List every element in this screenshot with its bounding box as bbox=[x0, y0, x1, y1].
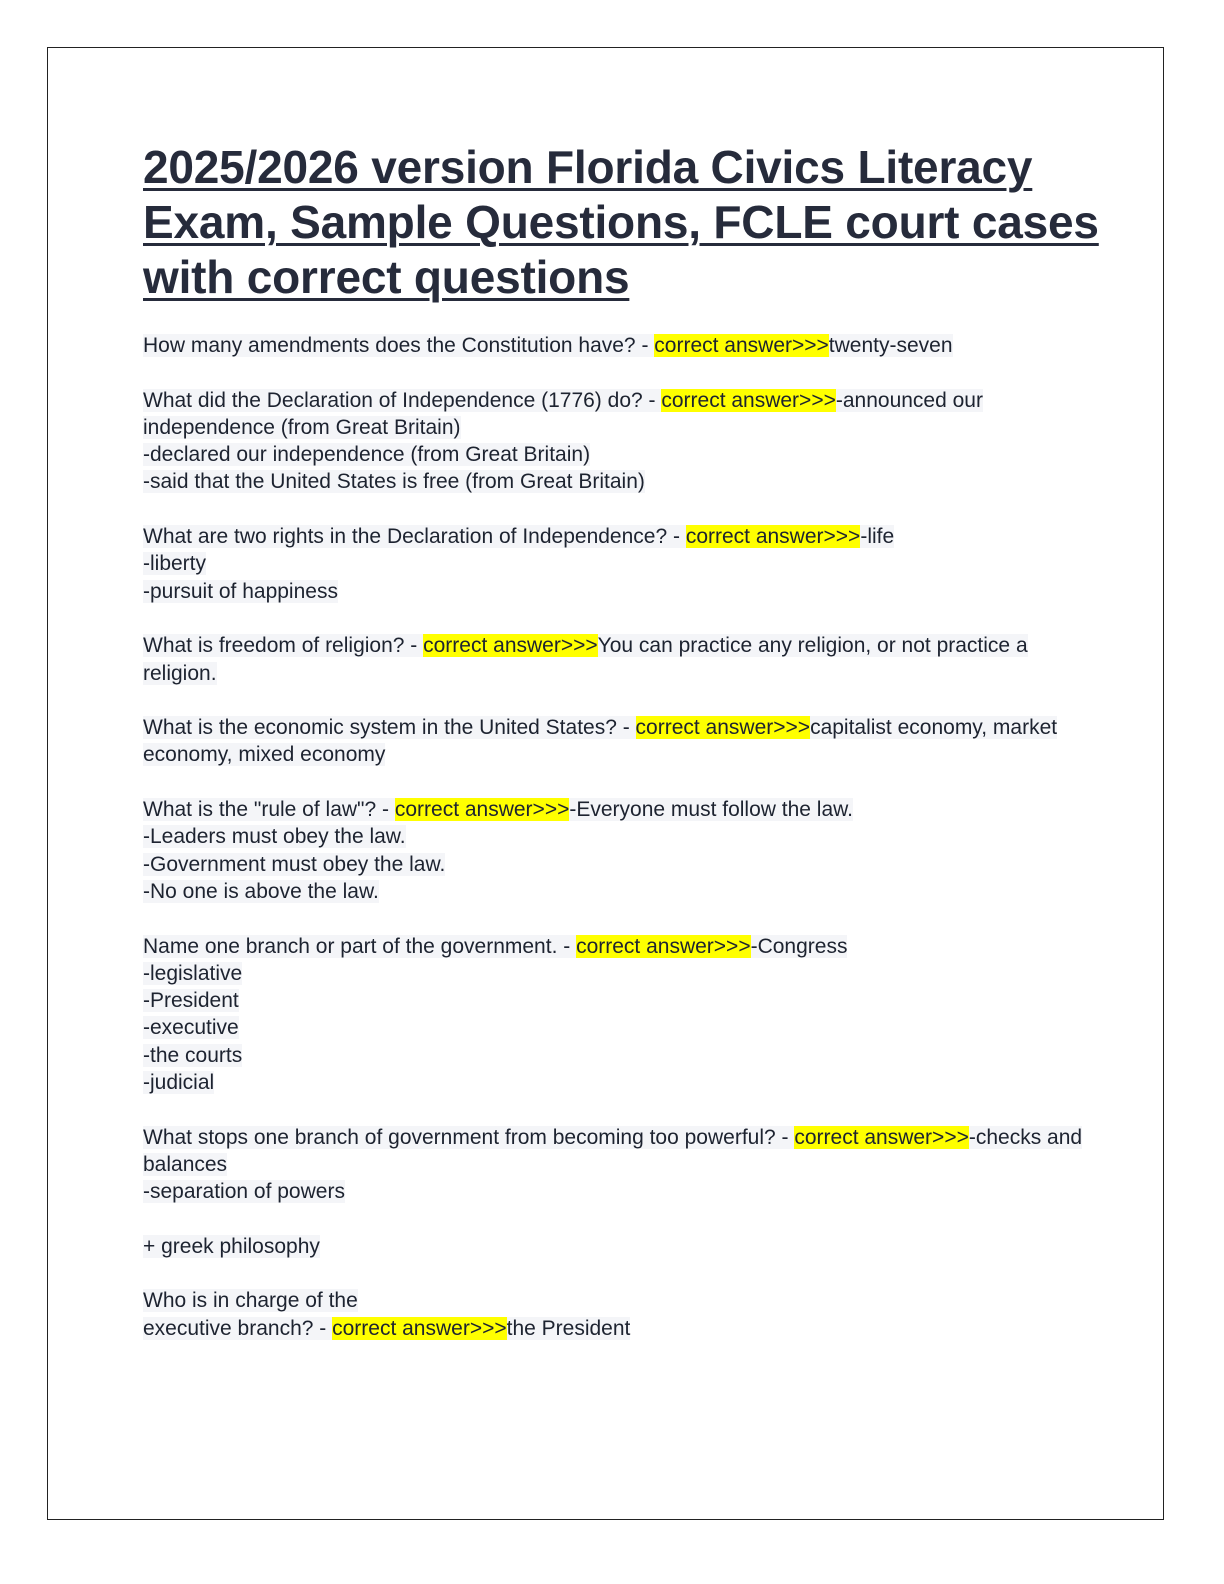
question-text: What did the Declaration of Independence (1776) do? - bbox=[143, 388, 662, 412]
correct-answer-marker: correct answer>>> bbox=[654, 334, 829, 357]
qa-item bbox=[143, 933, 1103, 1097]
answer-line: -said that the United States is free (from Great Britain) bbox=[143, 470, 645, 494]
answer-text: -life bbox=[860, 525, 895, 549]
answer-text: capitalist economy, market economy, mixed economy bbox=[143, 716, 1058, 767]
correct-answer-marker: correct answer>>> bbox=[635, 716, 811, 740]
qa-item bbox=[143, 796, 1103, 905]
answer-line: -President bbox=[143, 989, 239, 1013]
answer-line: -liberty bbox=[143, 552, 207, 576]
answer-line: -Government must obey the law. bbox=[143, 852, 446, 876]
answer-line: -pursuit of happiness bbox=[143, 579, 338, 603]
answer-line: -declared our independence (from Great Britain) bbox=[143, 443, 591, 467]
answer-line: -legislative bbox=[143, 961, 243, 985]
qa-item bbox=[143, 1124, 1103, 1206]
correct-answer-marker: correct answer>>> bbox=[576, 934, 751, 958]
qa-item bbox=[143, 1287, 1103, 1342]
answer-line: -separation of powers bbox=[143, 1180, 345, 1204]
qa-item bbox=[143, 523, 1103, 605]
answer-text: You can practice any religion, or not practice a religion. bbox=[143, 634, 1028, 685]
question-text: What stops one branch of government from becoming too powerful? - bbox=[143, 1125, 795, 1149]
correct-answer-marker: correct answer>>> bbox=[685, 525, 861, 549]
answer-text: the President bbox=[506, 1316, 631, 1340]
note-text bbox=[143, 1233, 1103, 1260]
correct-answer-marker: correct answer>>> bbox=[794, 1125, 969, 1149]
question-text: Name one branch or part of the government. - bbox=[143, 934, 577, 958]
qa-item bbox=[143, 332, 1103, 359]
question-text: What are two rights in the Declaration of Independence? - bbox=[143, 525, 686, 549]
qa-list bbox=[143, 332, 1103, 1342]
correct-answer-marker: correct answer>>> bbox=[661, 388, 836, 412]
answer-line: -No one is above the law. bbox=[143, 879, 379, 903]
question-text: What is the "rule of law"? - bbox=[143, 798, 395, 822]
question-text: What is freedom of religion? - bbox=[143, 634, 424, 658]
question-text: Who is in charge of the bbox=[143, 1289, 358, 1313]
answer-text: twenty-seven bbox=[828, 334, 953, 357]
answer-text: -Congress bbox=[750, 934, 848, 958]
qa-item bbox=[143, 387, 1103, 496]
correct-answer-marker: correct answer>>> bbox=[332, 1316, 507, 1340]
answer-line: -the courts bbox=[143, 1043, 243, 1067]
document-title: 2025/2026 version Florida Civics Literacy Exam, Sample Questions, FCLE court cases with correct questions bbox=[143, 141, 1099, 303]
question-text: How many amendments does the Constitution have? - bbox=[143, 334, 655, 357]
answer-line: -executive bbox=[143, 1016, 239, 1040]
qa-item bbox=[143, 632, 1103, 687]
correct-answer-marker: correct answer>>> bbox=[423, 634, 598, 658]
answer-text: -Everyone must follow the law. bbox=[569, 798, 853, 822]
question-text: executive branch? - bbox=[143, 1316, 333, 1340]
qa-item bbox=[143, 714, 1103, 769]
document-body bbox=[143, 140, 1103, 1369]
answer-line: -judicial bbox=[143, 1071, 215, 1095]
note-line: + greek philosophy bbox=[143, 1234, 320, 1258]
answer-line: -Leaders must obey the law. bbox=[143, 825, 406, 849]
answer-text: -checks and balances bbox=[143, 1125, 1083, 1176]
correct-answer-marker: correct answer>>> bbox=[394, 798, 570, 822]
question-text: What is the economic system in the United States? - bbox=[143, 716, 636, 740]
answer-text: -announced our independence (from Great Britain) bbox=[143, 388, 983, 439]
